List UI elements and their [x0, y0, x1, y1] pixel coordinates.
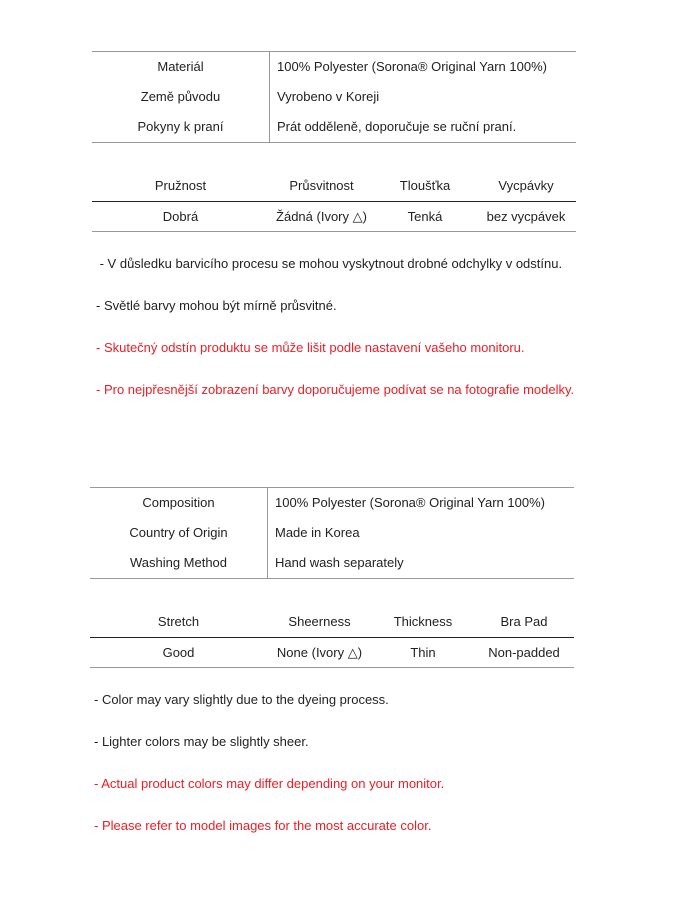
attribute-header-row [92, 171, 576, 202]
spec-row [90, 518, 574, 548]
care-note-highlight: - Pro nejpřesnější zobrazení barvy doporučujeme podívat se na fotografie modelky. [96, 382, 575, 397]
attribute-header: Sheerness [288, 614, 351, 629]
attribute-header: Průsvitnost [289, 178, 354, 193]
english-attribute-table [90, 607, 574, 668]
spec-value: 100% Polyester (Sorona® Original Yarn 100%) [275, 495, 545, 510]
spec-value: 100% Polyester (Sorona® Original Yarn 100%) [277, 59, 547, 74]
care-note-highlight: - Skutečný odstín produktu se může lišit podle nastavení vašeho monitoru. [96, 340, 525, 355]
spec-row [92, 82, 576, 112]
attribute-header: Tloušťka [399, 178, 451, 193]
attribute-header: Pružnost [154, 178, 207, 193]
spec-label: Země původu [140, 89, 221, 104]
spec-value: Vyrobeno v Koreji [277, 89, 380, 104]
spec-row [92, 52, 576, 82]
attribute-header: Vycpávky [498, 178, 554, 193]
care-note: - Color may vary slightly due to the dyeing process. [94, 692, 389, 707]
spec-label: Composition [142, 495, 215, 510]
spec-label: Materiál [157, 59, 204, 74]
english-spec-table [90, 487, 574, 579]
attribute-value: Tenká [407, 209, 443, 224]
attribute-value: Dobrá [162, 209, 199, 224]
spec-value: Made in Korea [275, 525, 360, 540]
attribute-header-row [90, 607, 574, 638]
attribute-value: Thin [410, 645, 436, 660]
spec-row [90, 548, 574, 578]
care-note: - V důsledku barvicího procesu se mohou vyskytnout drobné odchylky v odstínu. [96, 256, 563, 271]
czech-spec-table [92, 51, 576, 143]
attribute-value: None (Ivory △) [276, 645, 363, 660]
czech-attribute-table [92, 171, 576, 232]
attribute-header: Bra Pad [500, 614, 548, 629]
care-note-highlight: - Please refer to model images for the most accurate color. [94, 818, 432, 833]
attribute-header: Stretch [157, 614, 200, 629]
spec-row [92, 112, 576, 142]
spec-row [90, 488, 574, 518]
care-note: - Světlé barvy mohou být mírně průsvitné. [96, 298, 337, 313]
attribute-header: Thickness [393, 614, 453, 629]
attribute-value-row [92, 202, 576, 232]
care-note-highlight: - Actual product colors may differ depending on your monitor. [94, 776, 445, 791]
attribute-value: bez vycpávek [486, 209, 566, 224]
spec-value: Prát odděleně, doporučuje se ruční praní. [277, 119, 517, 134]
spec-label: Washing Method [129, 555, 228, 570]
attribute-value-row [90, 638, 574, 668]
attribute-value: Good [162, 645, 195, 660]
spec-label: Country of Origin [129, 525, 228, 540]
attribute-value: Non-padded [488, 645, 560, 660]
attribute-value: Žádná (Ivory △) [276, 209, 367, 224]
care-note: - Lighter colors may be slightly sheer. [94, 734, 309, 749]
spec-value: Hand wash separately [275, 555, 404, 570]
spec-label: Pokyny k praní [137, 119, 224, 134]
